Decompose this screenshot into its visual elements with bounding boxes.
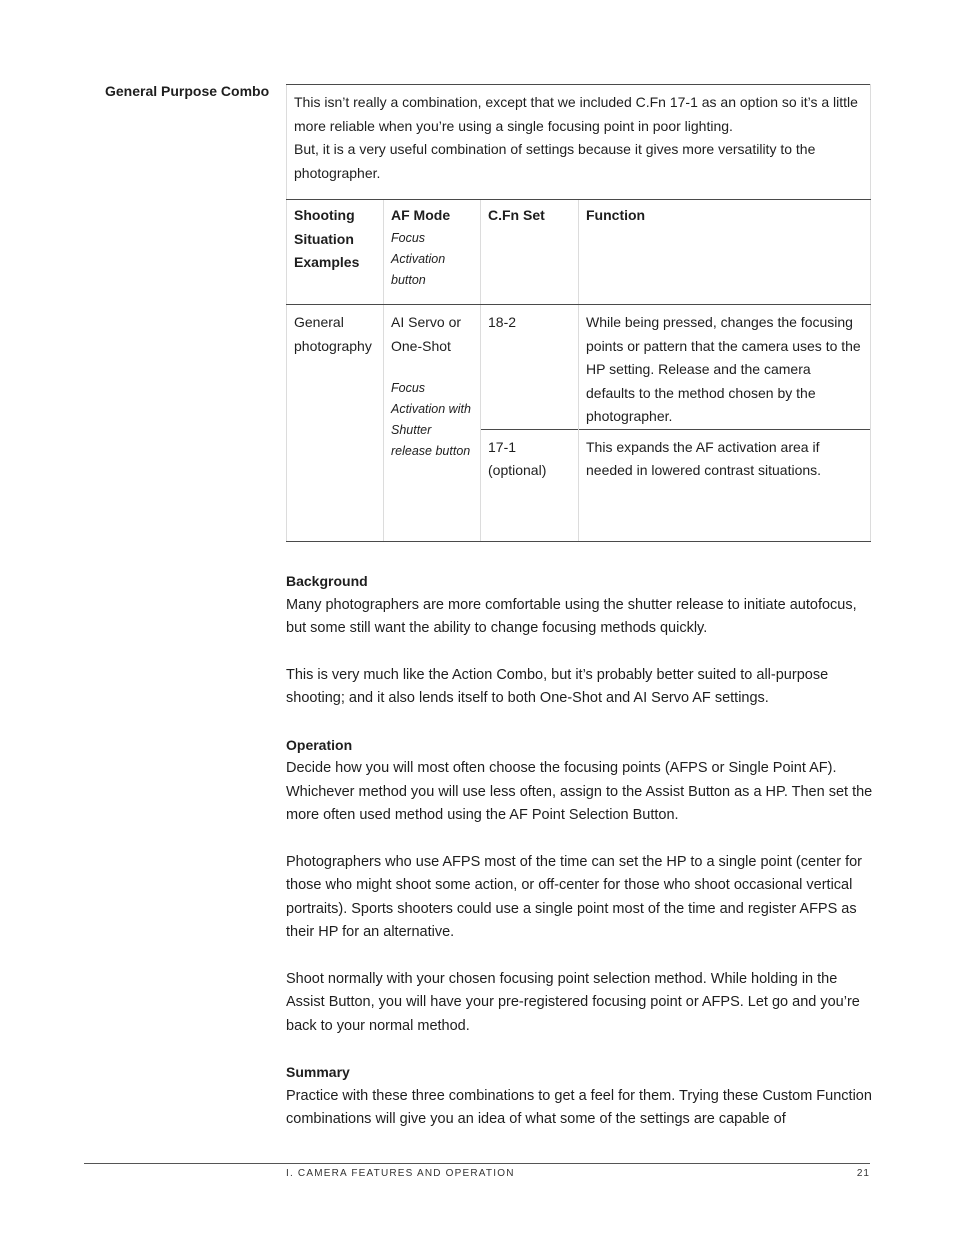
header-function [579, 200, 871, 305]
header-cfn [481, 200, 579, 305]
intro-paragraph-2: But, it is a very useful combination of settings because it gives more versatility to the photographer. [294, 141, 816, 181]
summary-heading: Summary [286, 1064, 350, 1080]
cell-situation [287, 305, 384, 542]
footer-divider [84, 1163, 870, 1164]
operation-heading: Operation [286, 736, 353, 753]
header-af-mode-sub: Focus Activation button [391, 230, 446, 287]
body-content [286, 570, 876, 1132]
summary-paragraph-1: Practice with these three combinations to get a feel for them. Trying these Custom Function combinations will give you an idea of what some of the settings are capable of [286, 1087, 872, 1127]
table-header-row [287, 200, 871, 305]
function-1-text: While being pressed, changes the focusing points or pattern that the camera uses to the HP setting. Release and the camera defaults to the method chosen by the photographer. [586, 314, 861, 424]
af-mode-text: AI Servo or One-Shot [391, 314, 462, 354]
table-row [287, 305, 871, 430]
page-number: 21 [856, 1168, 870, 1179]
intro-paragraph-1: This isn’t really a combination, except that we included C.Fn 17-1 as an option so it’s a little more reliable when you’re using a single focusing point in poor lighting. [294, 94, 858, 134]
header-function-label: Function [586, 207, 646, 223]
header-af-mode [384, 200, 481, 305]
cell-cfn-2 [481, 429, 579, 541]
operation-paragraph-2: Photographers who use AFPS most of the time can set the HP to a single point (center for those who might shoot some action, or off-center for those who shoot occasional vertical portraits). Sports shooters could use a single point most of the time and register AFPS as their HP for an alternative. [286, 853, 863, 940]
cfn-1-text: 18-2 [488, 314, 517, 330]
cell-function-1 [579, 305, 871, 430]
cell-cfn-1 [481, 305, 579, 430]
cell-af-mode [384, 305, 481, 542]
cell-function-2 [579, 429, 871, 541]
background-heading: Background [286, 573, 368, 589]
af-mode-sub-text: Focus Activation with Shutter release button [391, 381, 471, 458]
header-situation-label: Shooting Situation Examples [294, 207, 360, 270]
situation-text: General photography [294, 314, 372, 354]
function-2-text: This expands the AF activation area if needed in lowered contrast situations. [586, 438, 822, 478]
operation-paragraph-1: Decide how you will most often choose the focusing points (AFPS or Single Point AF). Whichever method you will use less often, assign to the Assist Button as a HP. Then set the more often used method using the AF Point Selection Button. [286, 760, 873, 823]
operation-paragraph-3: Shoot normally with your chosen focusing point selection method. While holding in the Assist Button, you will have your pre-registered focusing point or AFPS. Let go and you’re back to your normal method. [286, 970, 860, 1034]
combo-settings-table [286, 84, 871, 542]
background-paragraph-1: Many photographers are more comfortable using the shutter release to initiate autofocus, but some still want the ability to change focusing methods quickly. [286, 596, 857, 636]
cfn-2-text: 17-1 (optional) [488, 438, 547, 478]
header-af-mode-label: AF Mode [391, 207, 451, 223]
header-cfn-label: C.Fn Set [488, 207, 545, 223]
header-situation [287, 200, 384, 305]
footer-section-title: I. CAMERA FEATURES AND OPERATION [286, 1168, 515, 1179]
background-paragraph-2: This is very much like the Action Combo, but it’s probably better suited to all-purpose shooting; and it also lends itself to both One-Shot and AI Servo AF settings. [286, 666, 829, 706]
table-intro-cell [287, 85, 871, 200]
side-heading: General Purpose Combo [105, 83, 270, 99]
table-intro-row [287, 85, 871, 200]
